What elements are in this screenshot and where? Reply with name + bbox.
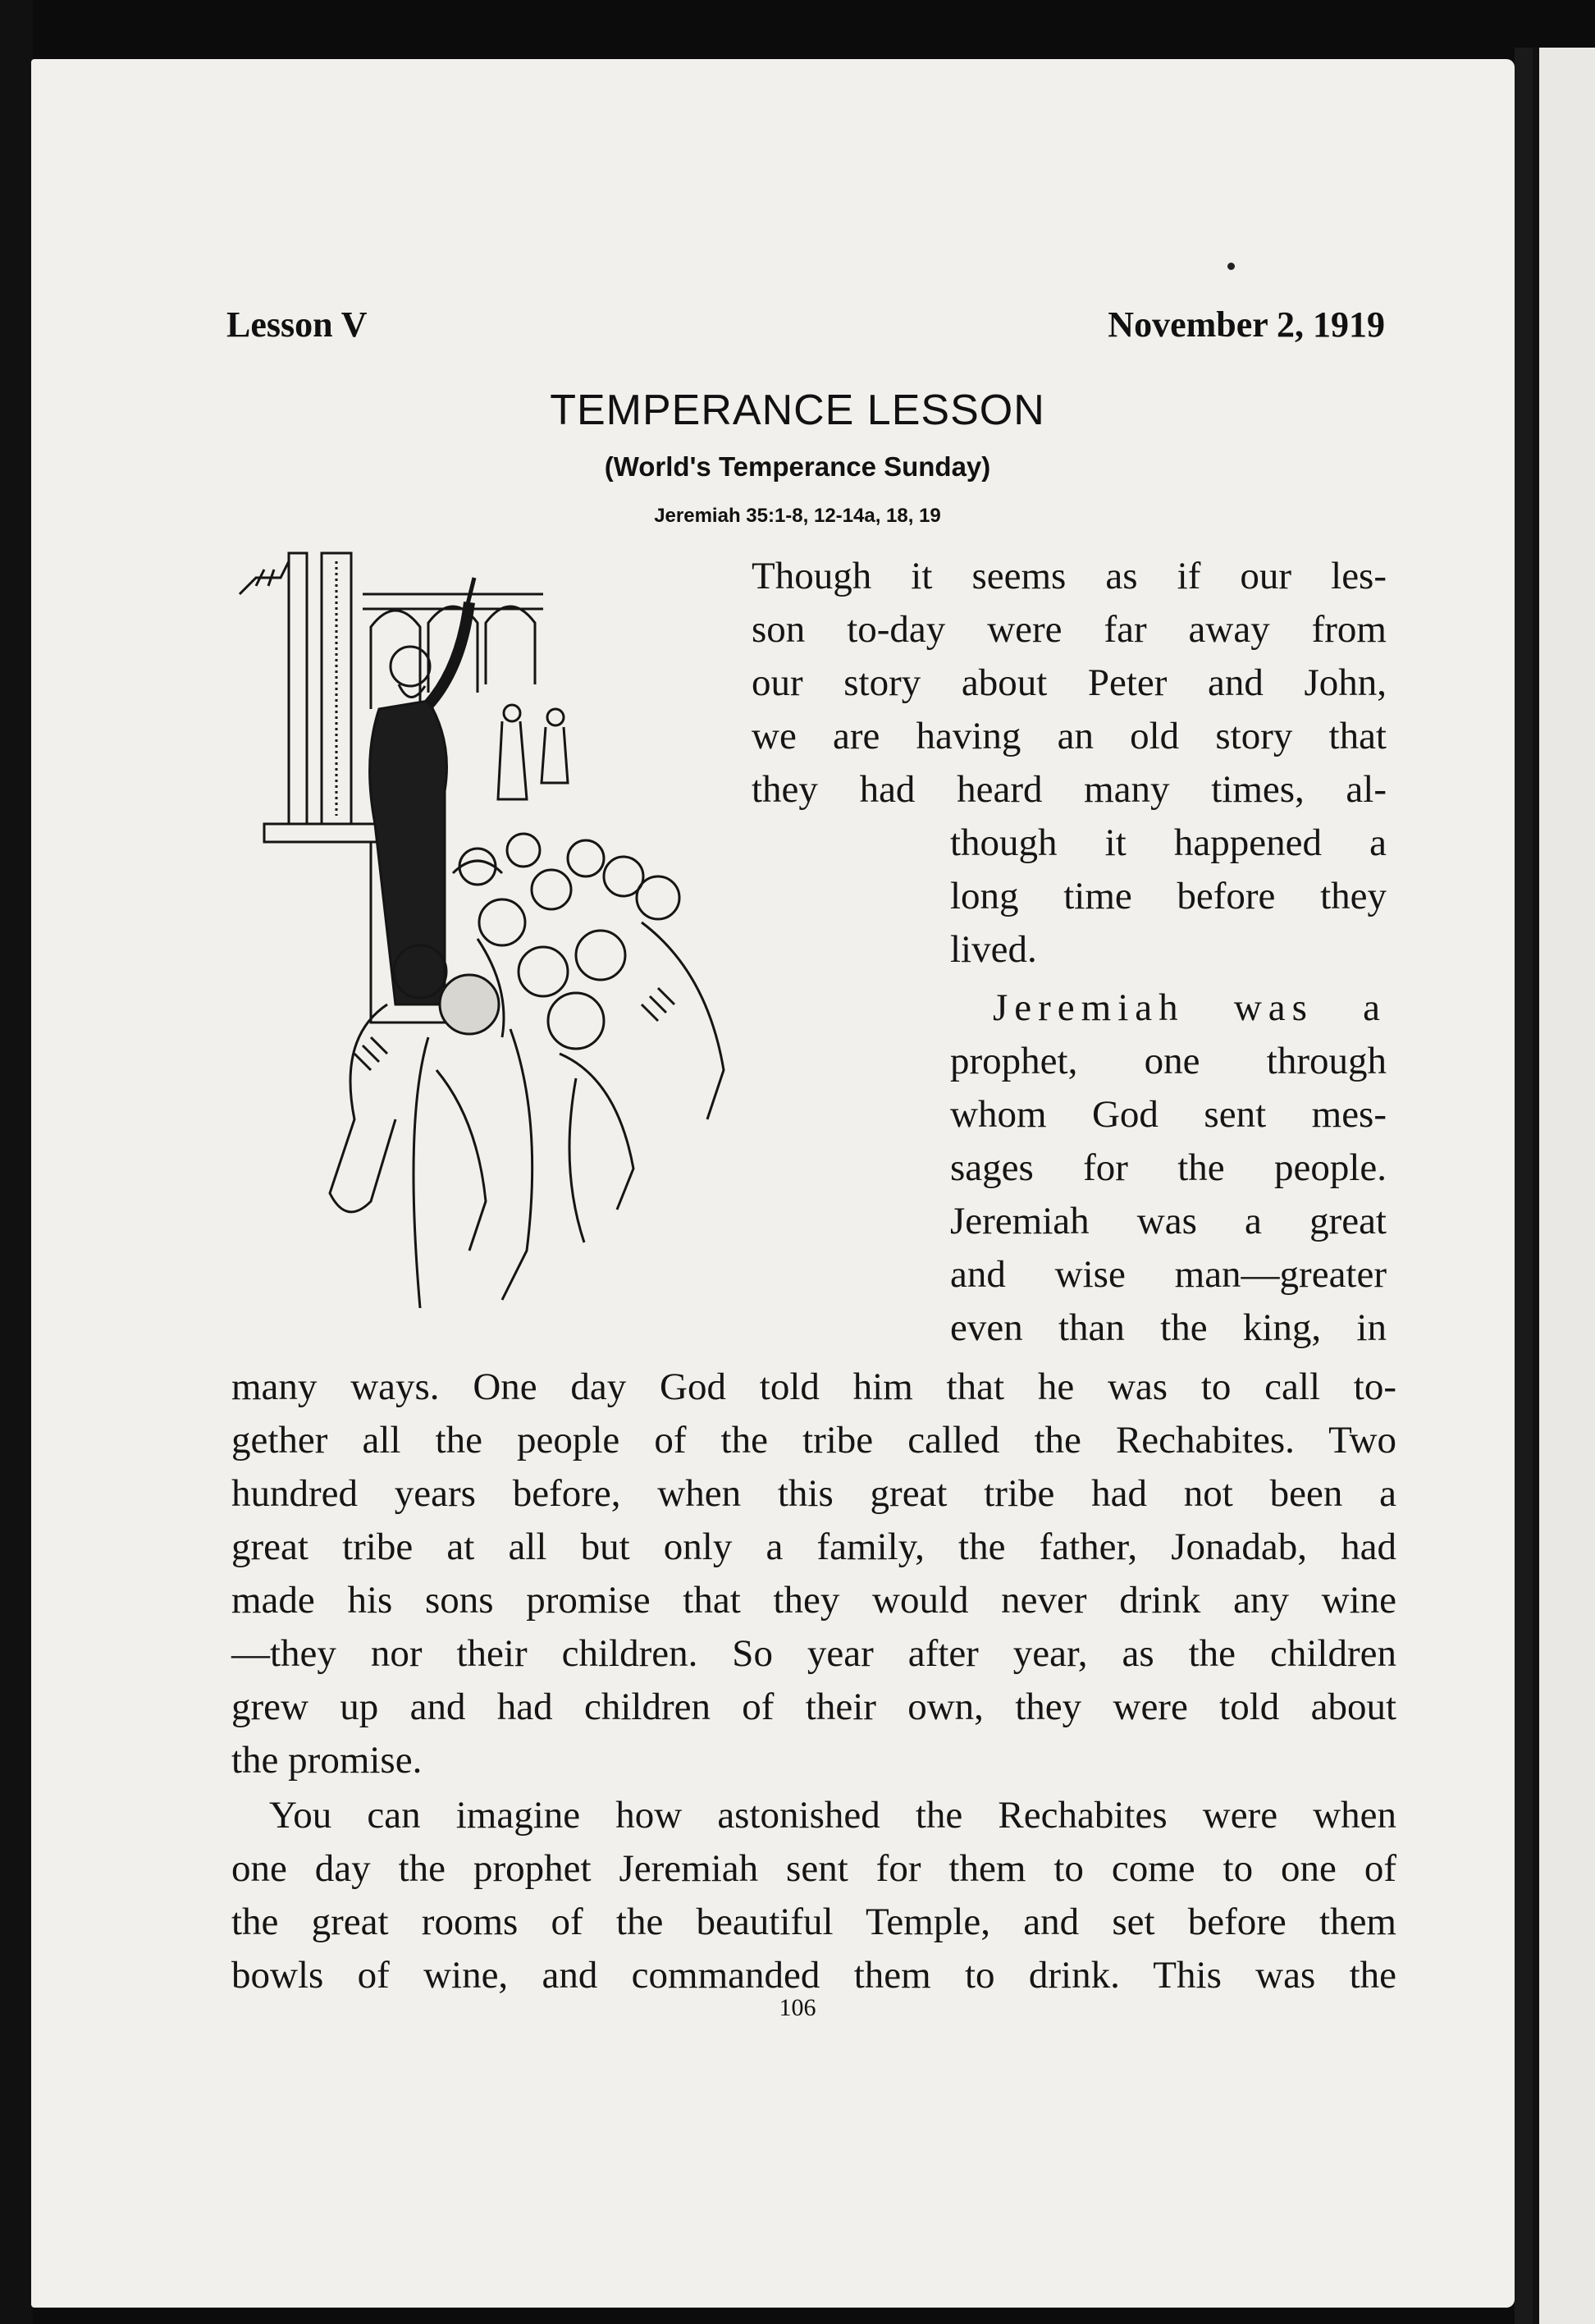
text-line: whom God sent mes-	[950, 1093, 1387, 1136]
text-line: they had heard many times, al-	[752, 768, 1387, 811]
text-line: we are having an old story that	[752, 715, 1387, 757]
text-line: Jeremiah was a	[993, 986, 1387, 1029]
text-line: —they nor their children. So year after year, as the children	[231, 1632, 1396, 1675]
lesson-date: November 2, 1919	[1108, 304, 1385, 345]
text-line: You can imagine how astonished the Rechabites were when	[269, 1794, 1396, 1837]
text-line: even than the king, in	[950, 1306, 1387, 1349]
text-line: made his sons promise that they would never drink any wine	[231, 1579, 1396, 1622]
text-line: the promise.	[231, 1739, 423, 1782]
text-line: sages for the people.	[950, 1146, 1387, 1189]
text-line: Jeremiah was a great	[950, 1200, 1387, 1242]
scripture-reference: Jeremiah 35:1-8, 12-14a, 18, 19	[654, 505, 941, 527]
text-line: lived.	[950, 928, 1037, 971]
page-subtitle: (World's Temperance Sunday)	[604, 451, 991, 482]
text-line: great tribe at all but only a family, the father, Jonadab, had	[231, 1526, 1396, 1568]
text-line: son to-day were far away from	[752, 608, 1387, 651]
text-line: bowls of wine, and commanded them to drink. This was the	[231, 1954, 1396, 1997]
text-line: prophet, one through	[950, 1040, 1387, 1082]
page-title: TEMPERANCE LESSON	[550, 387, 1045, 434]
text-line: many ways. One day God told him that he was to call to-	[231, 1366, 1396, 1408]
text-line: gether all the people of the tribe called the Rechabites. Two	[231, 1419, 1396, 1462]
text-line: grew up and had children of their own, they were told about	[231, 1686, 1396, 1728]
text-line: one day the prophet Jeremiah sent for them to come to one of	[231, 1847, 1396, 1890]
text-line: long time before they	[950, 875, 1387, 917]
text-line: the great rooms of the beautiful Temple, and set before them	[231, 1901, 1396, 1943]
text-line: Though it seems as if our les-	[752, 555, 1387, 597]
text-line: though it happened a	[950, 821, 1387, 864]
text-line: hundred years before, when this great tribe had not been a	[231, 1472, 1396, 1515]
text-line: our story about Peter and John,	[752, 661, 1387, 704]
lesson-number: Lesson V	[226, 304, 368, 345]
page-number: 106	[779, 1994, 816, 2021]
text-line: and wise man—greater	[950, 1253, 1387, 1296]
